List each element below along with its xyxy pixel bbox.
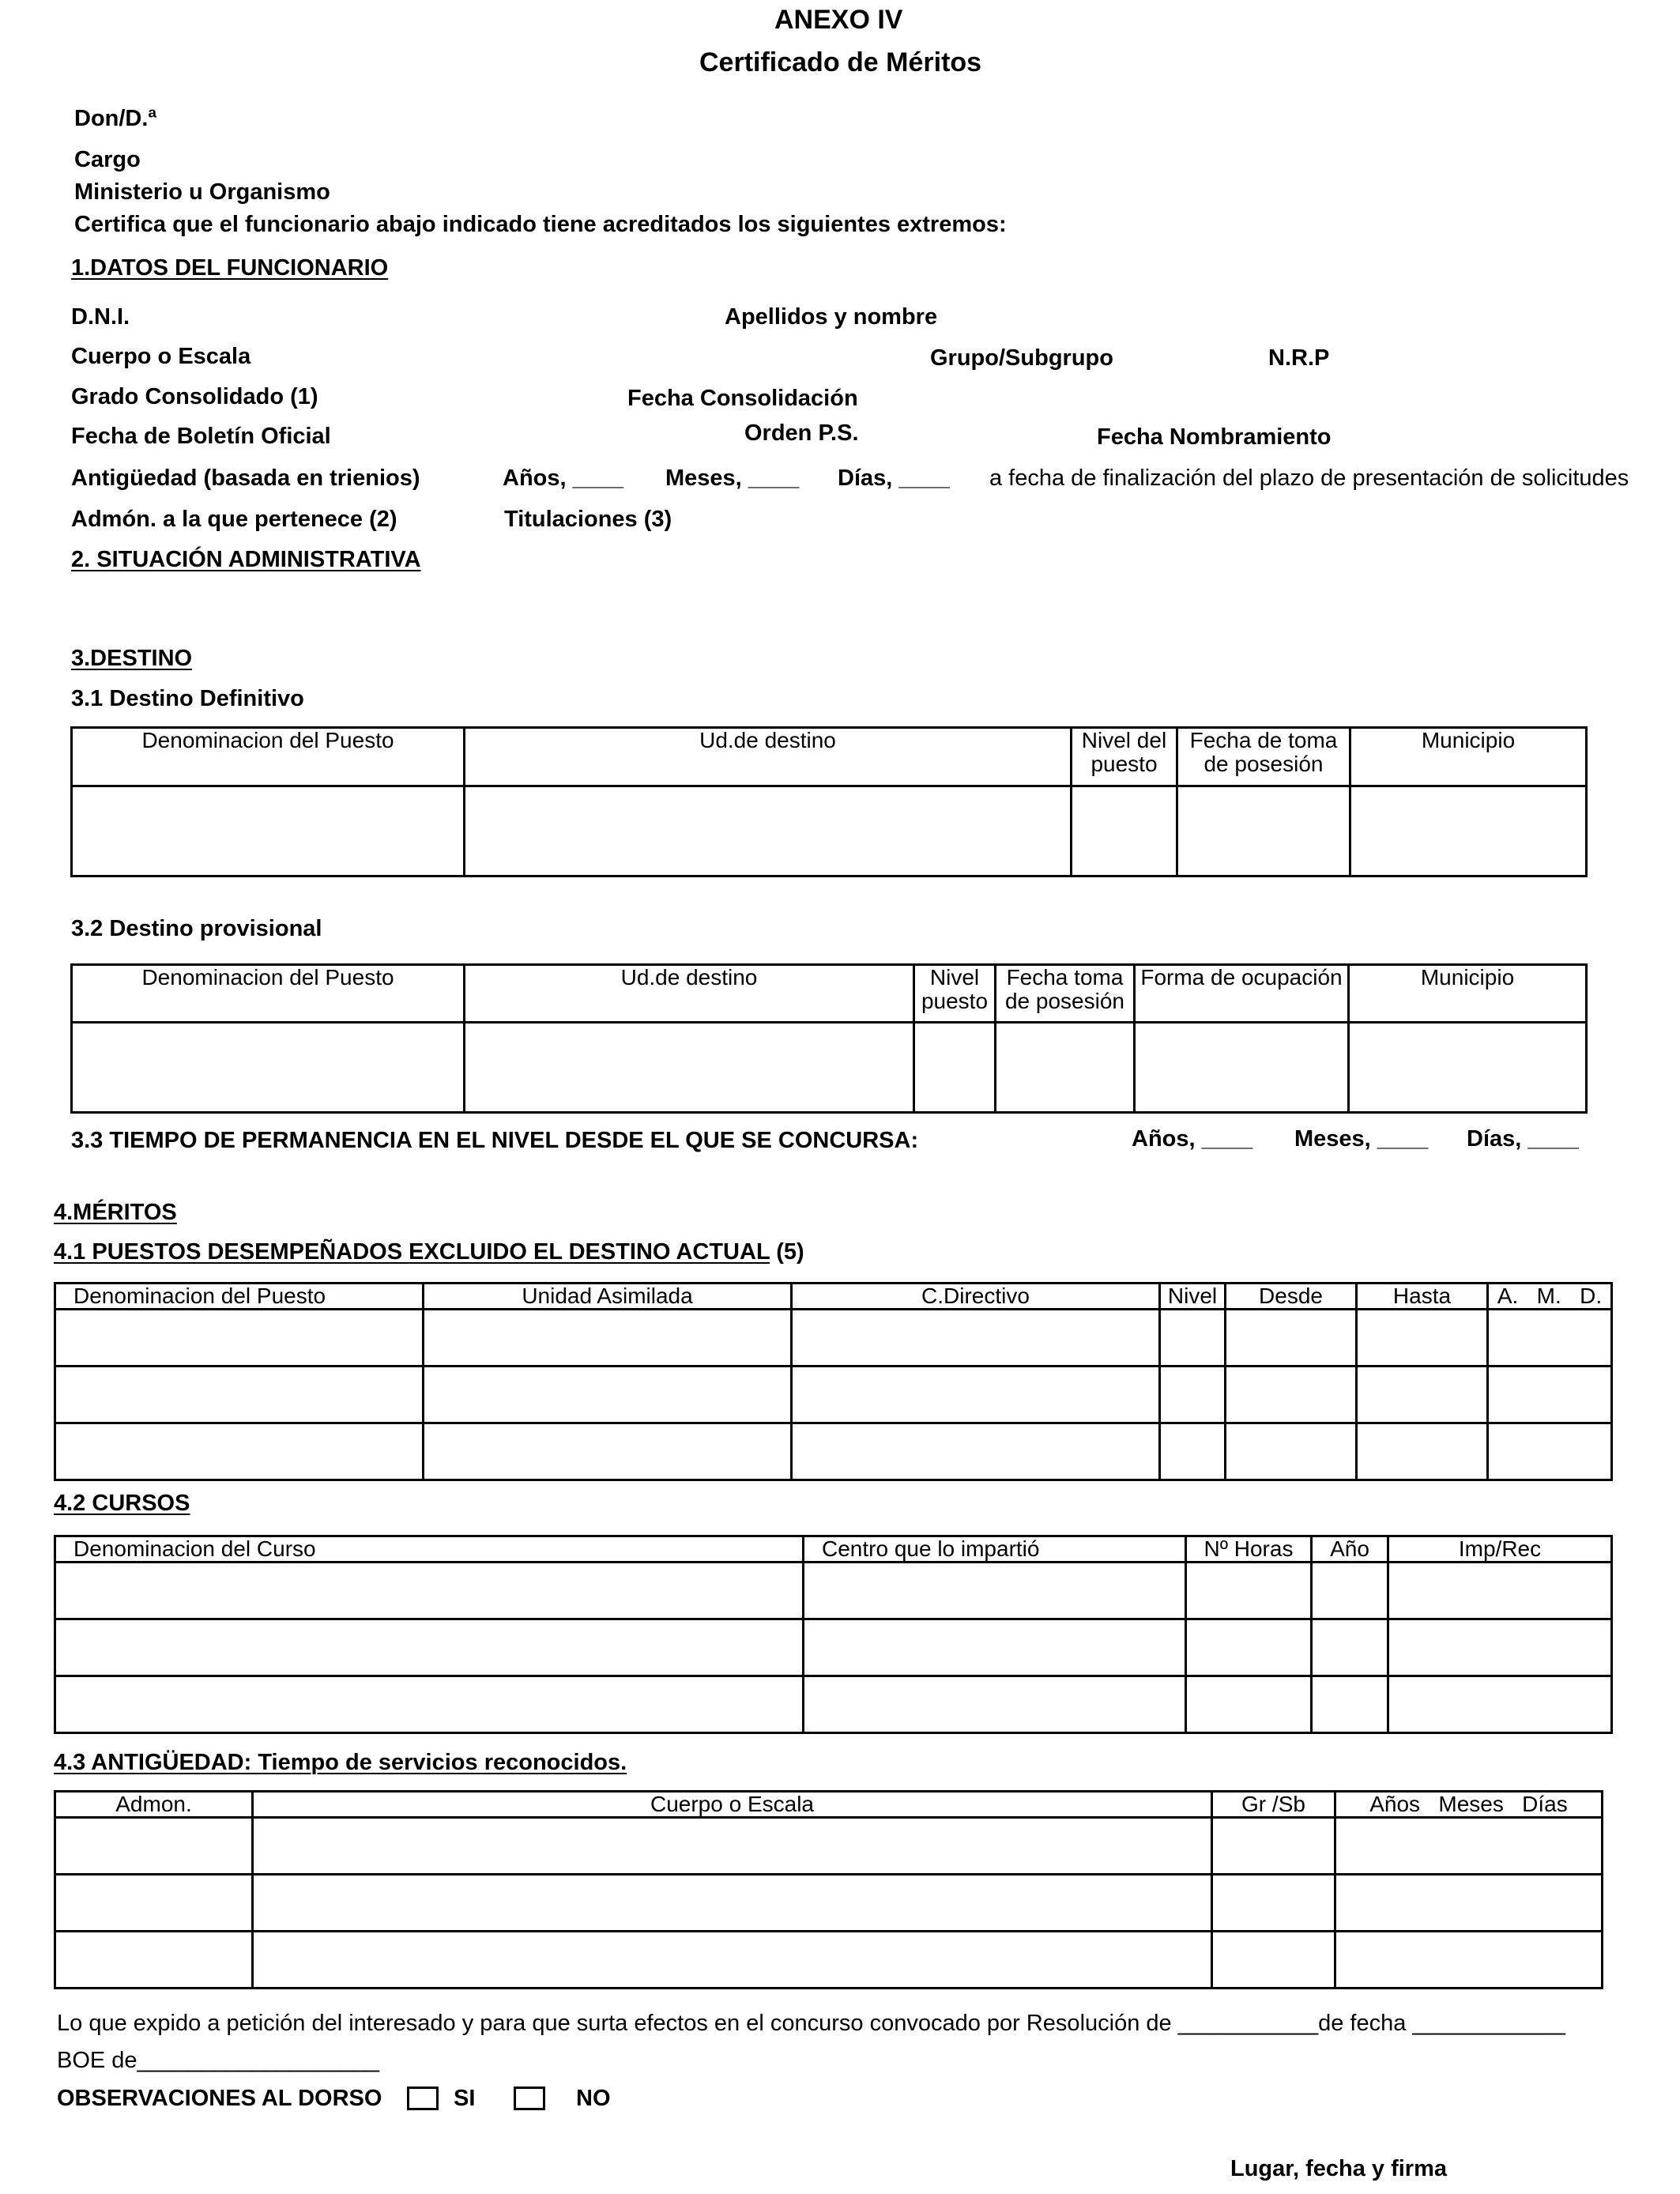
input-cell[interactable] bbox=[1388, 1563, 1612, 1619]
input-cell[interactable] bbox=[1488, 1310, 1612, 1367]
label-titulaciones: Titulaciones (3) bbox=[504, 507, 672, 532]
header-municipio: Municipio bbox=[1349, 965, 1587, 1023]
input-cell[interactable] bbox=[1312, 1619, 1388, 1676]
header-desde: Desde bbox=[1226, 1284, 1357, 1310]
header-fecha-toma: Fecha toma de posesión bbox=[996, 965, 1135, 1023]
input-cell[interactable] bbox=[1388, 1676, 1612, 1733]
input-cell[interactable] bbox=[1160, 1367, 1226, 1423]
page-title: Certificado de Méritos bbox=[699, 47, 982, 77]
input-cell[interactable] bbox=[55, 1423, 424, 1480]
label-certifica: Certifica que el funcionario abajo indicado tiene acreditados los siguientes extremos: bbox=[74, 212, 1007, 237]
label-orden: Orden P.S. bbox=[744, 420, 859, 446]
section-3-title: 3.DESTINO bbox=[71, 646, 193, 671]
input-cell[interactable] bbox=[1357, 1423, 1488, 1480]
checkbox-no[interactable] bbox=[514, 2087, 545, 2110]
label-fecha-nombramiento: Fecha Nombramiento bbox=[1097, 424, 1332, 450]
input-cell[interactable] bbox=[1226, 1310, 1357, 1367]
header-denominacion: Denominacion del Puesto bbox=[72, 728, 465, 786]
label-antiguedad: Antigüedad (basada en trienios) bbox=[71, 466, 420, 491]
header-admon: Admon. bbox=[55, 1792, 253, 1818]
input-cell[interactable] bbox=[55, 1619, 804, 1676]
label-si: SI bbox=[454, 2086, 476, 2111]
header-denominacion: Denominacion del Puesto bbox=[55, 1284, 424, 1310]
input-cell[interactable] bbox=[804, 1563, 1186, 1619]
input-cell[interactable] bbox=[996, 1023, 1135, 1113]
input-cell[interactable] bbox=[1186, 1619, 1312, 1676]
label-nrp: N.R.P bbox=[1268, 345, 1330, 371]
label-cargo: Cargo bbox=[74, 147, 141, 172]
input-cell[interactable] bbox=[55, 1818, 253, 1875]
label-dias: Días, ____ bbox=[838, 466, 950, 491]
input-cell[interactable] bbox=[55, 1676, 804, 1733]
input-cell[interactable] bbox=[1357, 1310, 1488, 1367]
input-cell[interactable] bbox=[1312, 1676, 1388, 1733]
input-cell[interactable] bbox=[1226, 1367, 1357, 1423]
label-observaciones: OBSERVACIONES AL DORSO bbox=[57, 2086, 382, 2111]
label-anos: Años, ____ bbox=[503, 466, 624, 491]
header-forma-ocupacion: Forma de ocupación bbox=[1135, 965, 1349, 1023]
header-nivel: Nivel del puesto bbox=[1072, 728, 1177, 786]
input-cell[interactable] bbox=[424, 1423, 792, 1480]
label-tiempo-dias: Días, ____ bbox=[1467, 1126, 1579, 1152]
section-3-1-title: 3.1 Destino Definitivo bbox=[71, 686, 304, 711]
label-dni: D.N.I. bbox=[71, 304, 130, 330]
header-hasta: Hasta bbox=[1357, 1284, 1488, 1310]
label-apellidos: Apellidos y nombre bbox=[725, 304, 938, 330]
input-cell[interactable] bbox=[1186, 1563, 1312, 1619]
label-no: NO bbox=[576, 2086, 611, 2111]
puestos-table bbox=[54, 1282, 1613, 1481]
input-cell[interactable] bbox=[465, 1023, 914, 1113]
text-expido: Lo que expido a petición del interesado y para que surta efectos en el concurso convocado por Resolución de ___________de fecha ____________ bbox=[57, 2011, 1565, 2036]
section-4-1-title bbox=[54, 1239, 804, 1265]
label-tiempo-permanencia: 3.3 TIEMPO DE PERMANENCIA EN EL NIVEL DESDE EL QUE SE CONCURSA: bbox=[71, 1128, 919, 1153]
input-cell[interactable] bbox=[55, 1563, 804, 1619]
input-cell[interactable] bbox=[804, 1676, 1186, 1733]
label-admon: Admón. a la que pertenece (2) bbox=[71, 507, 397, 532]
section-4-2-title: 4.2 CURSOS bbox=[54, 1491, 190, 1516]
label-tiempo-anos: Años, ____ bbox=[1132, 1126, 1253, 1152]
header-ud-destino: Ud.de destino bbox=[465, 965, 914, 1023]
header-ano: Año bbox=[1312, 1536, 1388, 1563]
input-cell[interactable] bbox=[1388, 1619, 1612, 1676]
input-cell[interactable] bbox=[1160, 1310, 1226, 1367]
section-4-1-note: (5) bbox=[776, 1239, 804, 1265]
header-fecha-toma: Fecha de toma de posesión bbox=[1177, 728, 1350, 786]
antiguedad-table bbox=[54, 1790, 1603, 1989]
input-cell[interactable] bbox=[253, 1875, 1212, 1932]
input-cell[interactable] bbox=[1488, 1423, 1612, 1480]
label-cuerpo: Cuerpo o Escala bbox=[71, 344, 251, 369]
input-cell[interactable] bbox=[55, 1875, 253, 1932]
label-tiempo-meses: Meses, ____ bbox=[1294, 1126, 1429, 1152]
header-horas: Nº Horas bbox=[1186, 1536, 1312, 1563]
destino-provisional-table bbox=[70, 963, 1588, 1114]
header-municipio: Municipio bbox=[1350, 728, 1587, 786]
input-cell[interactable] bbox=[1335, 1875, 1603, 1932]
label-fecha-boletin: Fecha de Boletín Oficial bbox=[71, 424, 331, 449]
cursos-table bbox=[54, 1535, 1613, 1734]
input-cell[interactable] bbox=[804, 1619, 1186, 1676]
input-cell[interactable] bbox=[72, 1023, 465, 1113]
input-cell[interactable] bbox=[792, 1310, 1160, 1367]
label-don: Don/D.ª bbox=[74, 106, 157, 131]
label-a-fecha: a fecha de finalización del plazo de presentación de solicitudes bbox=[989, 466, 1629, 491]
input-cell[interactable] bbox=[1226, 1423, 1357, 1480]
input-cell[interactable] bbox=[253, 1818, 1212, 1875]
text-boe: BOE de___________________ bbox=[57, 2048, 379, 2073]
input-cell[interactable] bbox=[1177, 786, 1350, 876]
header-unidad-asimilada: Unidad Asimilada bbox=[424, 1284, 792, 1310]
header-imp-rec: Imp/Rec bbox=[1388, 1536, 1612, 1563]
input-cell[interactable] bbox=[1160, 1423, 1226, 1480]
input-cell[interactable] bbox=[1488, 1367, 1612, 1423]
label-grupo: Grupo/Subgrupo bbox=[930, 345, 1113, 371]
label-ministerio: Ministerio u Organismo bbox=[74, 179, 330, 205]
input-cell[interactable] bbox=[1335, 1932, 1603, 1989]
header-amd: A. M. D. bbox=[1488, 1284, 1612, 1310]
annex-title: ANEXO IV bbox=[774, 5, 903, 35]
input-cell[interactable] bbox=[1350, 786, 1587, 876]
header-cuerpo-escala: Cuerpo o Escala bbox=[253, 1792, 1212, 1818]
input-cell[interactable] bbox=[792, 1367, 1160, 1423]
header-ud-destino: Ud.de destino bbox=[465, 728, 1072, 786]
section-3-2-title: 3.2 Destino provisional bbox=[71, 916, 322, 941]
input-cell[interactable] bbox=[253, 1932, 1212, 1989]
input-cell[interactable] bbox=[1357, 1367, 1488, 1423]
label-meses: Meses, ____ bbox=[665, 466, 800, 491]
header-gr-sb: Gr /Sb bbox=[1212, 1792, 1335, 1818]
section-2-title: 2. SITUACIÓN ADMINISTRATIVA bbox=[71, 547, 421, 572]
input-cell[interactable] bbox=[55, 1367, 424, 1423]
header-centro: Centro que lo impartió bbox=[804, 1536, 1186, 1563]
destino-definitivo-table bbox=[70, 726, 1588, 877]
input-cell[interactable] bbox=[1212, 1875, 1335, 1932]
header-denominacion-curso: Denominacion del Curso bbox=[55, 1536, 804, 1563]
header-c-directivo: C.Directivo bbox=[792, 1284, 1160, 1310]
header-nivel: Nivel puesto bbox=[914, 965, 996, 1023]
input-cell[interactable] bbox=[914, 1023, 996, 1113]
label-lugar-fecha-firma: Lugar, fecha y firma bbox=[1230, 2156, 1447, 2181]
input-cell[interactable] bbox=[1212, 1818, 1335, 1875]
input-cell[interactable] bbox=[1212, 1932, 1335, 1989]
input-cell[interactable] bbox=[1072, 786, 1177, 876]
input-cell[interactable] bbox=[1312, 1563, 1388, 1619]
checkbox-si[interactable] bbox=[407, 2087, 439, 2110]
header-nivel: Nivel bbox=[1160, 1284, 1226, 1310]
section-4-3-title: 4.3 ANTIGÜEDAD: Tiempo de servicios reconocidos. bbox=[54, 1750, 627, 1775]
header-anos-meses-dias: Años Meses Días bbox=[1335, 1792, 1603, 1818]
section-4-title: 4.MÉRITOS bbox=[54, 1200, 177, 1225]
input-cell[interactable] bbox=[1135, 1023, 1349, 1113]
input-cell[interactable] bbox=[1349, 1023, 1587, 1113]
header-denominacion: Denominacion del Puesto bbox=[72, 965, 465, 1023]
section-4-1-title-text: 4.1 PUESTOS DESEMPEÑADOS EXCLUIDO EL DESTINO ACTUAL bbox=[54, 1239, 770, 1265]
input-cell[interactable] bbox=[424, 1367, 792, 1423]
label-fecha-consolidacion: Fecha Consolidación bbox=[627, 386, 858, 411]
input-cell[interactable] bbox=[465, 786, 1072, 876]
section-1-title: 1.DATOS DEL FUNCIONARIO bbox=[71, 255, 389, 281]
input-cell[interactable] bbox=[792, 1423, 1160, 1480]
label-grado: Grado Consolidado (1) bbox=[71, 384, 318, 409]
input-cell[interactable] bbox=[55, 1310, 424, 1367]
input-cell[interactable] bbox=[55, 1932, 253, 1989]
input-cell[interactable] bbox=[72, 786, 465, 876]
input-cell[interactable] bbox=[1335, 1818, 1603, 1875]
input-cell[interactable] bbox=[424, 1310, 792, 1367]
input-cell[interactable] bbox=[1186, 1676, 1312, 1733]
